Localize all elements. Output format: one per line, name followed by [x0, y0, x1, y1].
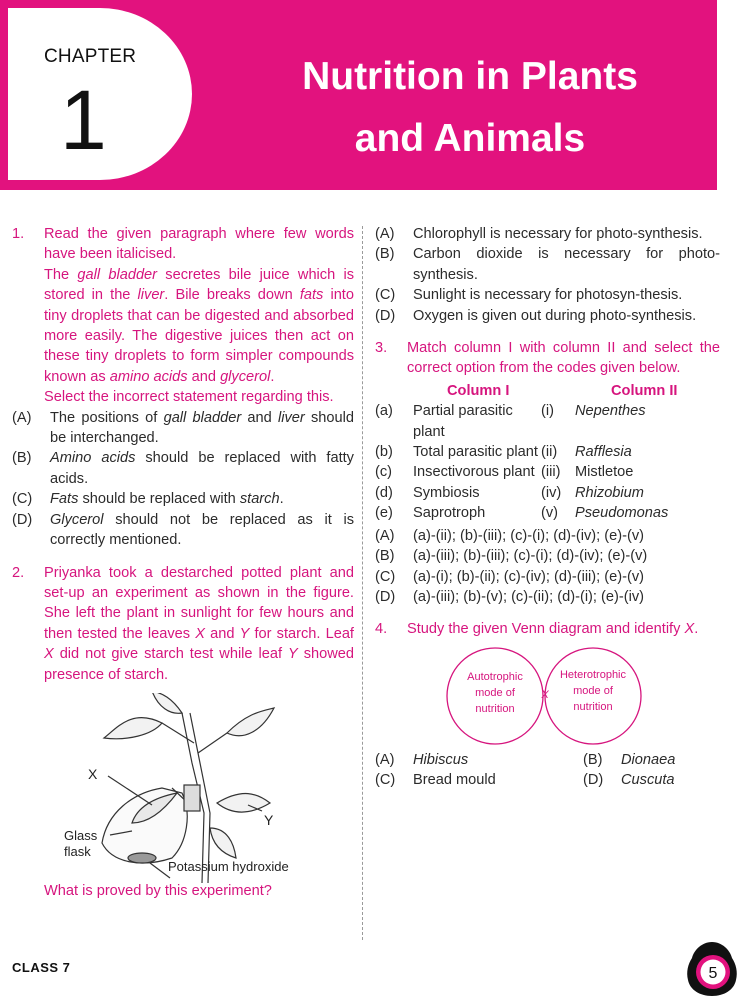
question-4 [375, 619, 720, 639]
match-table [375, 401, 720, 523]
question-2 [12, 563, 354, 685]
question-text: Priyanka took a destarched potted plant and set-up an experiment as shown in the figure. She left the plant in sunlight for few hours and then tested the leaves X and Y for starch. Leaf X did not give starch test while leaf Y showed presence of starch. [44, 564, 354, 683]
option-a[interactable]: (A) Chlorophyll is necessary for photo-synthesis. [375, 226, 703, 242]
question-3 [375, 338, 720, 379]
venn-left-line1: Autotrophic [467, 670, 523, 683]
answer-codes [375, 526, 720, 608]
page-number-badge [686, 940, 738, 996]
venn-center-x: X [541, 688, 549, 701]
option-c[interactable]: (C) Sunlight is necessary for photosyn-thesis. [375, 287, 683, 304]
chapter-title-line2: and Animals [354, 117, 586, 160]
option-a[interactable]: (A) (a)-(ii); (b)-(iii); (c)-(i); (d)-(iv); (e)-(v) [375, 527, 644, 544]
footer-class-label: CLASS 7 [12, 960, 71, 975]
question-number: 1. [12, 226, 25, 242]
question-1 [12, 224, 354, 408]
venn-right-line1: Heterotrophic [559, 668, 627, 681]
venn-diagram [375, 640, 720, 750]
option-d[interactable]: (D) Oxygen is given out during photo-synthesis. [375, 307, 697, 324]
column-divider [362, 226, 363, 940]
match-row: (c) Insectivorous plant (iii) Mistletoe [375, 464, 634, 481]
question-prompt: Select the incorrect statement regarding this. [44, 389, 334, 406]
question-number: 3. [375, 340, 388, 357]
option-d[interactable]: (D) Cuscuta [583, 772, 675, 789]
chapter-label: CHAPTER [44, 46, 137, 67]
option-b[interactable]: (B) Carbon dioxide is necessary for photo-synthesis. [375, 246, 720, 283]
option-a[interactable]: (A) Hibiscus [375, 751, 469, 768]
question-prompt: What is proved by this experiment? [44, 882, 272, 899]
page-badge-shape [686, 940, 738, 996]
venn-right-line2: mode of [573, 684, 613, 697]
column-1-header: Column I [447, 382, 510, 399]
left-column [12, 224, 354, 901]
column-2-header: Column II [611, 382, 678, 399]
option-b[interactable]: (B) (a)-(iii); (b)-(iii); (c)-(i); (d)-(iv); (e)-(v) [375, 548, 648, 565]
chapter-number: 1 [60, 73, 107, 167]
option-a[interactable]: (A) The positions of gall bladder and liver should be interchanged. [12, 409, 354, 447]
question-intro: Read the given paragraph where few words have been italicised. [44, 226, 354, 263]
match-row: (a) Partial parasitic plant (i) Nepenthes [375, 403, 646, 440]
q4-options-row-1 [375, 750, 720, 770]
option-c[interactable]: (C) Fats should be replaced with starch. [12, 491, 284, 508]
option-d[interactable]: (D) (a)-(iii); (b)-(v); (c)-(ii); (d)-(i); (e)-(iv) [375, 588, 644, 605]
chapter-title-line1: Nutrition in Plants [302, 55, 638, 98]
question-text: Study the given Venn diagram and identify X. [407, 621, 699, 638]
option-c[interactable]: (C) (a)-(i); (b)-(ii); (c)-(iv); (d)-(iii); (e)-(v) [375, 568, 644, 585]
label-y: Y [264, 811, 274, 828]
venn-right-line3: nutrition [573, 700, 613, 713]
page-number: 5 [708, 965, 718, 982]
option-b[interactable]: (B) Amino acids should be replaced with fatty acids. [12, 450, 354, 487]
right-column [375, 224, 720, 791]
question-2-prompt [12, 881, 354, 901]
label-glass: Glass [64, 827, 98, 843]
question-number: 2. [12, 564, 25, 581]
venn-left-line3: nutrition [475, 702, 515, 715]
venn-left-line2: mode of [475, 686, 515, 699]
venn-svg [375, 640, 720, 750]
plant-flask-illustration [12, 693, 354, 883]
option-b[interactable]: (B) Dionaea [583, 751, 676, 768]
question-text: Match column I with column II and select the correct option from the codes given below. [407, 340, 720, 377]
italicised-paragraph: The gall bladder secretes bile juice which is stored in the liver. Bile breaks down fats into tiny droplets that can be digested and absorbed more easily. The digestive juices then act on these tiny droplets to form simpler compounds known as amino acids and glycerol. [44, 266, 354, 385]
question-text [44, 224, 354, 408]
option-d[interactable]: (D) Glycerol should not be replaced as it is correctly mentioned. [12, 511, 354, 549]
match-row: (b) Total parasitic plant (ii) Rafflesia [375, 444, 632, 461]
option-c[interactable]: (C) Bread mould [375, 772, 496, 789]
chapter-title [260, 46, 680, 170]
match-table-header [375, 381, 720, 401]
label-x: X [88, 765, 98, 782]
label-flask: flask [64, 843, 91, 859]
match-row: (d) Symbiosis (iv) Rhizobium [375, 484, 644, 501]
match-row: (e) Saprotroph (v) Pseudomonas [375, 505, 669, 522]
question-number: 4. [375, 621, 388, 638]
experiment-figure [12, 693, 354, 883]
label-potassium-hydroxide: Potassium hydroxide [168, 858, 289, 874]
q4-options-row-2 [375, 770, 720, 790]
